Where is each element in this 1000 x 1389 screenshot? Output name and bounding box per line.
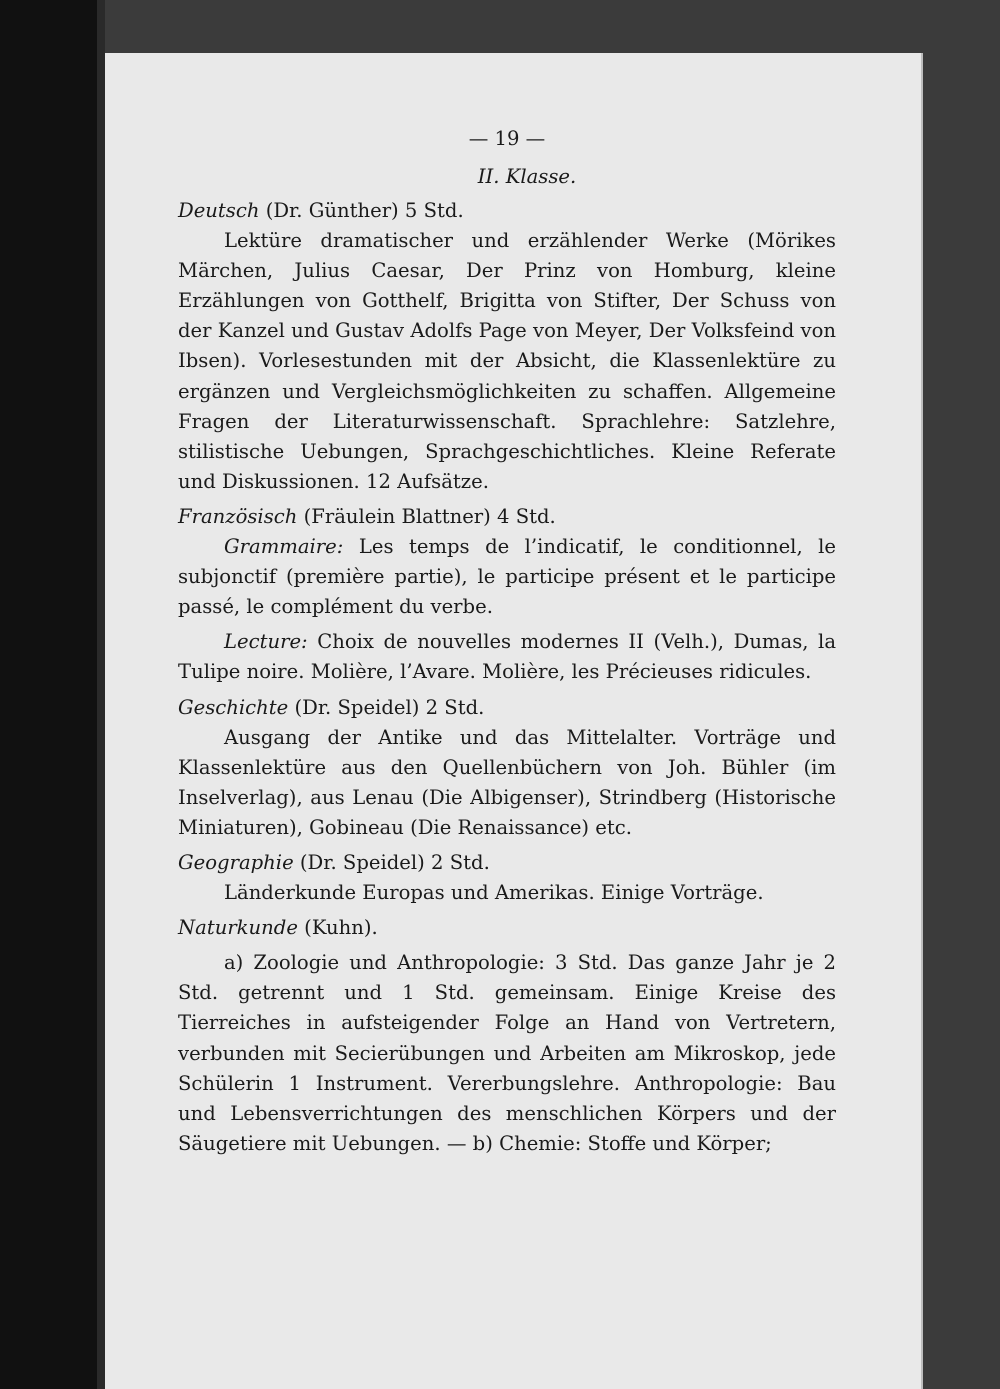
page-text	[178, 115, 836, 1159]
subject-name: Naturkunde	[178, 916, 298, 940]
section-heading-deutsch	[178, 196, 836, 226]
subject-name: Geschichte	[178, 695, 289, 719]
paragraph-geschichte	[178, 723, 836, 843]
page-edge	[921, 53, 923, 1389]
binding-strip	[0, 0, 97, 1389]
paragraph-text: Länderkunde Europas und Amerikas. Einige Vorträge.	[224, 881, 764, 905]
lecture-label: Lecture:	[224, 630, 308, 654]
paragraph-text: Ausgang der Antike und das Mittelalter. Vorträge und Klassenlektüre aus den Quellenbüchern von Joh. Bühler (im Inselverlag), aus Lenau (Die Albigenser), Strindberg (Historische Miniaturen), Gobineau (Die Renaissance) etc.	[178, 725, 836, 839]
paragraph-text: Lektüre dramatischer und erzählender Werke (Mörikes Märchen, Julius Caesar, Der Prinz von Homburg, kleine Erzählungen von Gotthelf, Brigitta von Stifter, Der Schuss von der Kanzel und Gustav Adolfs Page von Meyer, Der Volksfeind von Ibsen). Vorlesestunden mit der Absicht, die Klassenlektüre zu ergänzen und Vergleichsmöglichkeiten zu schaffen. Allgemeine Fragen der Literaturwissenschaft. Sprachlehre: Satzlehre, stilistische Uebungen, Sprachgeschichtliches. Kleine Referate und Diskussionen. 12 Aufsätze.	[178, 229, 836, 493]
section-heading-geographie	[178, 848, 836, 878]
binding-gap	[97, 0, 105, 1389]
teacher-hours: (Kuhn).	[304, 916, 378, 940]
teacher-hours: (Dr. Speidel) 2 Std.	[299, 850, 490, 874]
paragraph-lecture	[178, 627, 836, 687]
grammaire-text: Les temps de l’indicatif, le conditionnel, le subjonctif (première partie), le participe présent et le participe passé, le complément du verbe.	[178, 535, 836, 619]
subject-name: Deutsch	[178, 199, 260, 222]
paragraph-geographie	[178, 878, 836, 908]
section-heading-naturkunde	[178, 913, 836, 943]
teacher-hours: (Dr. Speidel) 2 Std.	[294, 695, 485, 719]
paragraph-grammaire	[178, 532, 836, 622]
class-heading: II. Klasse.	[477, 165, 577, 188]
lecture-text: Choix de nouvelles modernes II (Velh.), Dumas, la Tulipe noire. Molière, l’Avare. Molière, les Précieuses ridicules.	[178, 630, 836, 684]
paragraph-deutsch	[178, 226, 836, 497]
paragraph-naturkunde	[178, 948, 836, 1159]
page-number: — 19 —	[468, 127, 546, 150]
teacher-hours: (Fräulein Blattner) 4 Std.	[303, 504, 556, 528]
subject-name: Geographie	[178, 850, 294, 874]
subject-name: Französisch	[178, 504, 298, 528]
teacher-hours: (Dr. Günther) 5 Std.	[265, 199, 464, 222]
book-page	[105, 53, 923, 1389]
paragraph-text: a) Zoologie und Anthropologie: 3 Std. Das ganze Jahr je 2 Std. getrennt und 1 Std. gemeinsam. Einige Kreise des Tierreiches in aufsteigender Folge an Hand von Vertretern, verbunden mit Secierübungen und Arbeiten am Mikroskop, jede Schülerin 1 Instrument. Vererbungslehre. Anthropologie: Bau und Lebensverrichtungen des menschlichen Körpers und der Säugetiere mit Uebungen. — b) Chemie: Stoffe und Körper;	[178, 951, 836, 1155]
grammaire-label: Grammaire:	[224, 535, 344, 559]
section-heading-geschichte	[178, 693, 836, 723]
section-heading-franzoesisch	[178, 502, 836, 532]
